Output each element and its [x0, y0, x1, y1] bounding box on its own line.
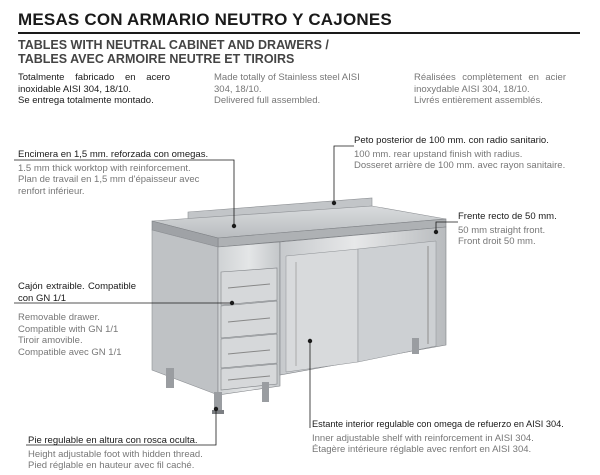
- callout-front-title: Frente recto de 50 mm.: [458, 211, 557, 222]
- intro-fr-line3: Livrés entièrement assemblés.: [414, 95, 543, 106]
- callout-shelf-en: Inner adjustable shelf with reinforcement in AISI 304.: [312, 432, 534, 444]
- leg-3: [262, 382, 269, 402]
- intro-fr-line2: inoxydable AISI 304, 18/10.: [414, 83, 530, 95]
- callout-foot-title: Pie regulable en altura con rosca oculta.: [28, 435, 198, 446]
- callout-upstand-fr: Dosseret arrière de 100 mm. avec rayon sanitaire.: [354, 160, 566, 171]
- callout-front: [458, 211, 588, 248]
- callout-drawer-fr1: Tiroir amovible.: [18, 335, 83, 346]
- callout-drawer-en1: Removable drawer.: [18, 312, 100, 323]
- intro-es-line3: Se entrega totalmente montado.: [18, 95, 154, 106]
- page-title: MESAS CON ARMARIO NEUTRO Y CAJONES: [18, 10, 392, 29]
- intro-es-line1: Totalmente fabricado en acero: [18, 72, 170, 83]
- callout-drawer: [18, 281, 136, 358]
- callout-drawer-title2: con GN 1/1: [18, 292, 67, 304]
- subtitle-fr: TABLES AVEC ARMOIRE NEUTRE ET TIROIRS: [18, 52, 295, 66]
- side-panel: [152, 230, 218, 395]
- leg-4: [412, 338, 419, 354]
- callout-foot: [28, 435, 228, 472]
- intro-es-line2: inoxidable AISI 304, 18/10.: [18, 83, 132, 95]
- callout-shelf: [312, 419, 597, 456]
- callout-front-fr: Front droit 50 mm.: [458, 236, 536, 247]
- callout-foot-en: Height adjustable foot with hidden thread.: [28, 448, 203, 460]
- sliding-door-right: [358, 241, 436, 362]
- leg-1: [166, 368, 174, 388]
- callout-drawer-fr2: Compatible avec GN 1/1: [18, 346, 122, 358]
- callout-worktop-fr2: renfort inférieur.: [18, 185, 85, 197]
- callout-worktop-title: Encimera en 1,5 mm. reforzada con omegas.: [18, 149, 209, 160]
- callout-worktop: [18, 149, 238, 197]
- callout-upstand-en: 100 mm. rear upstand finish with radius.: [354, 148, 523, 160]
- callout-front-en: 50 mm straight front.: [458, 224, 546, 236]
- drawer-3: [221, 334, 277, 368]
- intro-en-line1: Made totally of Stainless steel AISI: [214, 72, 360, 83]
- callout-worktop-en: 1.5 mm thick worktop with reinforcement.: [18, 162, 191, 174]
- callout-worktop-fr1: Plan de travail en 1,5 mm d'épaisseur avec: [18, 174, 200, 185]
- intro-fr-line1: Réalisées complètement en acier: [414, 72, 566, 83]
- subtitle-en: TABLES WITH NEUTRAL CABINET AND DRAWERS /: [18, 38, 329, 52]
- sliding-door-left: [286, 249, 358, 372]
- callout-upstand-title: Peto posterior de 100 mm. con radio sanitario.: [354, 135, 549, 146]
- callout-drawer-en2: Compatible with GN 1/1: [18, 323, 119, 335]
- callout-drawer-title1: Cajón extraible. Compatible: [18, 281, 136, 292]
- intro-en-line2: 304, 18/10.: [214, 83, 262, 95]
- intro-en-line3: Delivered full assembled.: [214, 95, 321, 106]
- callout-upstand: [354, 135, 594, 172]
- callout-shelf-fr: Étagère intérieure réglable avec renfort en AISI 304.: [312, 444, 532, 455]
- callout-shelf-title: Estante interior regulable con omega de refuerzo en AISI 304.: [312, 419, 564, 429]
- callout-foot-fr: Pied réglable en hauteur avec fil caché.: [28, 460, 195, 471]
